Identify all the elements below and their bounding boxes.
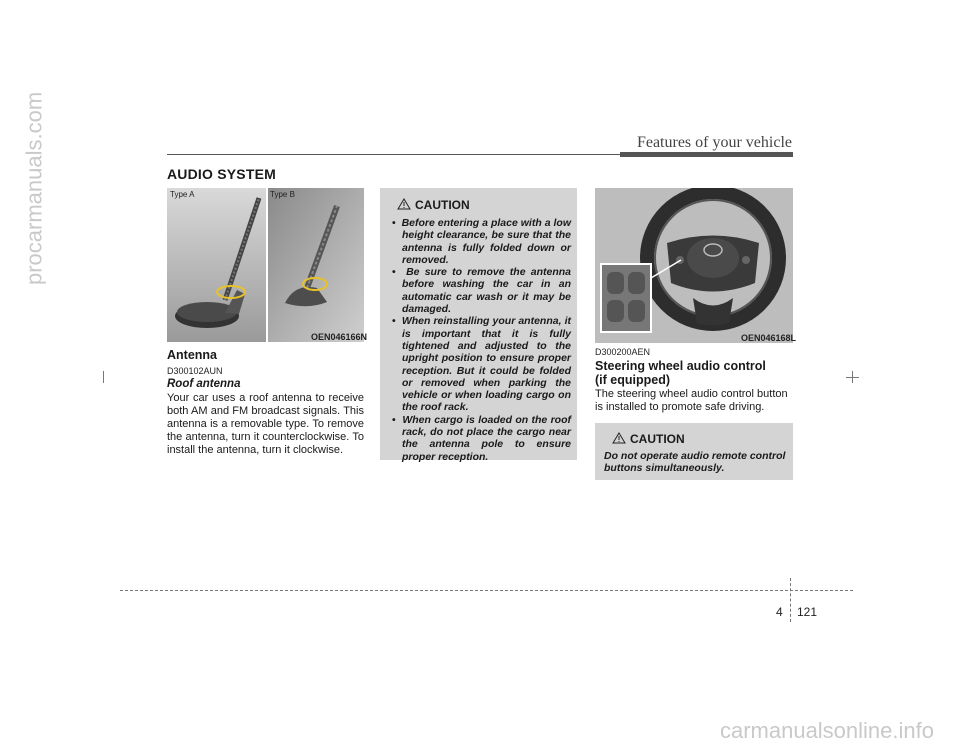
caution-item: • Be sure to remove the antenna before washing the car in an automatic car wash or it may be damaged. [389,266,571,315]
antenna-body-text: Your car uses a roof antenna to receive both AM and FM broadcast signals. This antenna is a removable type. To remove the antenna, turn it counterclockwise. To install the antenna, turn it clockwise. [167,392,364,456]
audio-remote-caution-box [595,423,793,480]
steering-wheel-illustration [595,188,793,343]
antenna-drawing [167,188,364,342]
type-a-label: Type A [170,190,195,199]
footer-divider [790,578,791,622]
header-rule-accent [620,152,793,157]
antenna-illustration [167,188,364,342]
steering-heading-line2: (if equipped) [595,373,670,387]
antenna-image-code: OEN046166N [311,332,368,342]
warning-triangle-icon [397,198,411,210]
crop-mark [103,371,104,383]
steering-heading-line1: Steering wheel audio control [595,359,766,373]
running-header: Features of your vehicle [636,134,792,151]
antenna-caution-box [380,188,577,463]
caution-item: • When reinstalling your antenna, it is important that it is fully tightened and adjusted to the upright position to ensure proper reception. But it could be folded or removed when parking the vehicle or when loading cargo on the roof rack. [389,315,571,413]
crop-mark [846,377,859,378]
chapter-number: 4 [776,605,783,619]
steering-code: D300200AEN [595,347,651,357]
warning-triangle-icon [612,432,626,444]
steering-body-text: The steering wheel audio control button is installed to promote safe driving. [595,388,788,413]
steering-wheel-drawing [595,188,793,343]
antenna-code: D300102AUN [167,366,223,376]
roof-antenna-subheading: Roof antenna [167,378,241,390]
type-b-label: Type B [270,190,295,199]
caution-item: • When cargo is loaded on the roof rack, do not place the cargo near the antenna pole to ensure proper reception. [389,414,571,463]
footer-rule [120,590,853,591]
antenna-heading: Antenna [167,348,217,362]
steering-image-code: OEN046168L [741,333,797,343]
steering-heading [595,359,766,387]
caution-item: • Before entering a place with a low height clearance, be sure that the antenna is fully folded down or removed. [389,217,571,266]
caution-title: CAUTION [415,198,470,212]
caution-list [389,217,571,463]
page-number: 121 [797,605,818,619]
caution-text: Do not operate audio remote control buttons simultaneously. [604,450,786,475]
section-title: AUDIO SYSTEM [167,166,276,182]
watermark-procarmanuals: procarmanuals.com [21,91,47,285]
watermark-carmanualsonline: carmanualsonline.info [719,718,934,743]
caution-title: CAUTION [630,432,685,446]
